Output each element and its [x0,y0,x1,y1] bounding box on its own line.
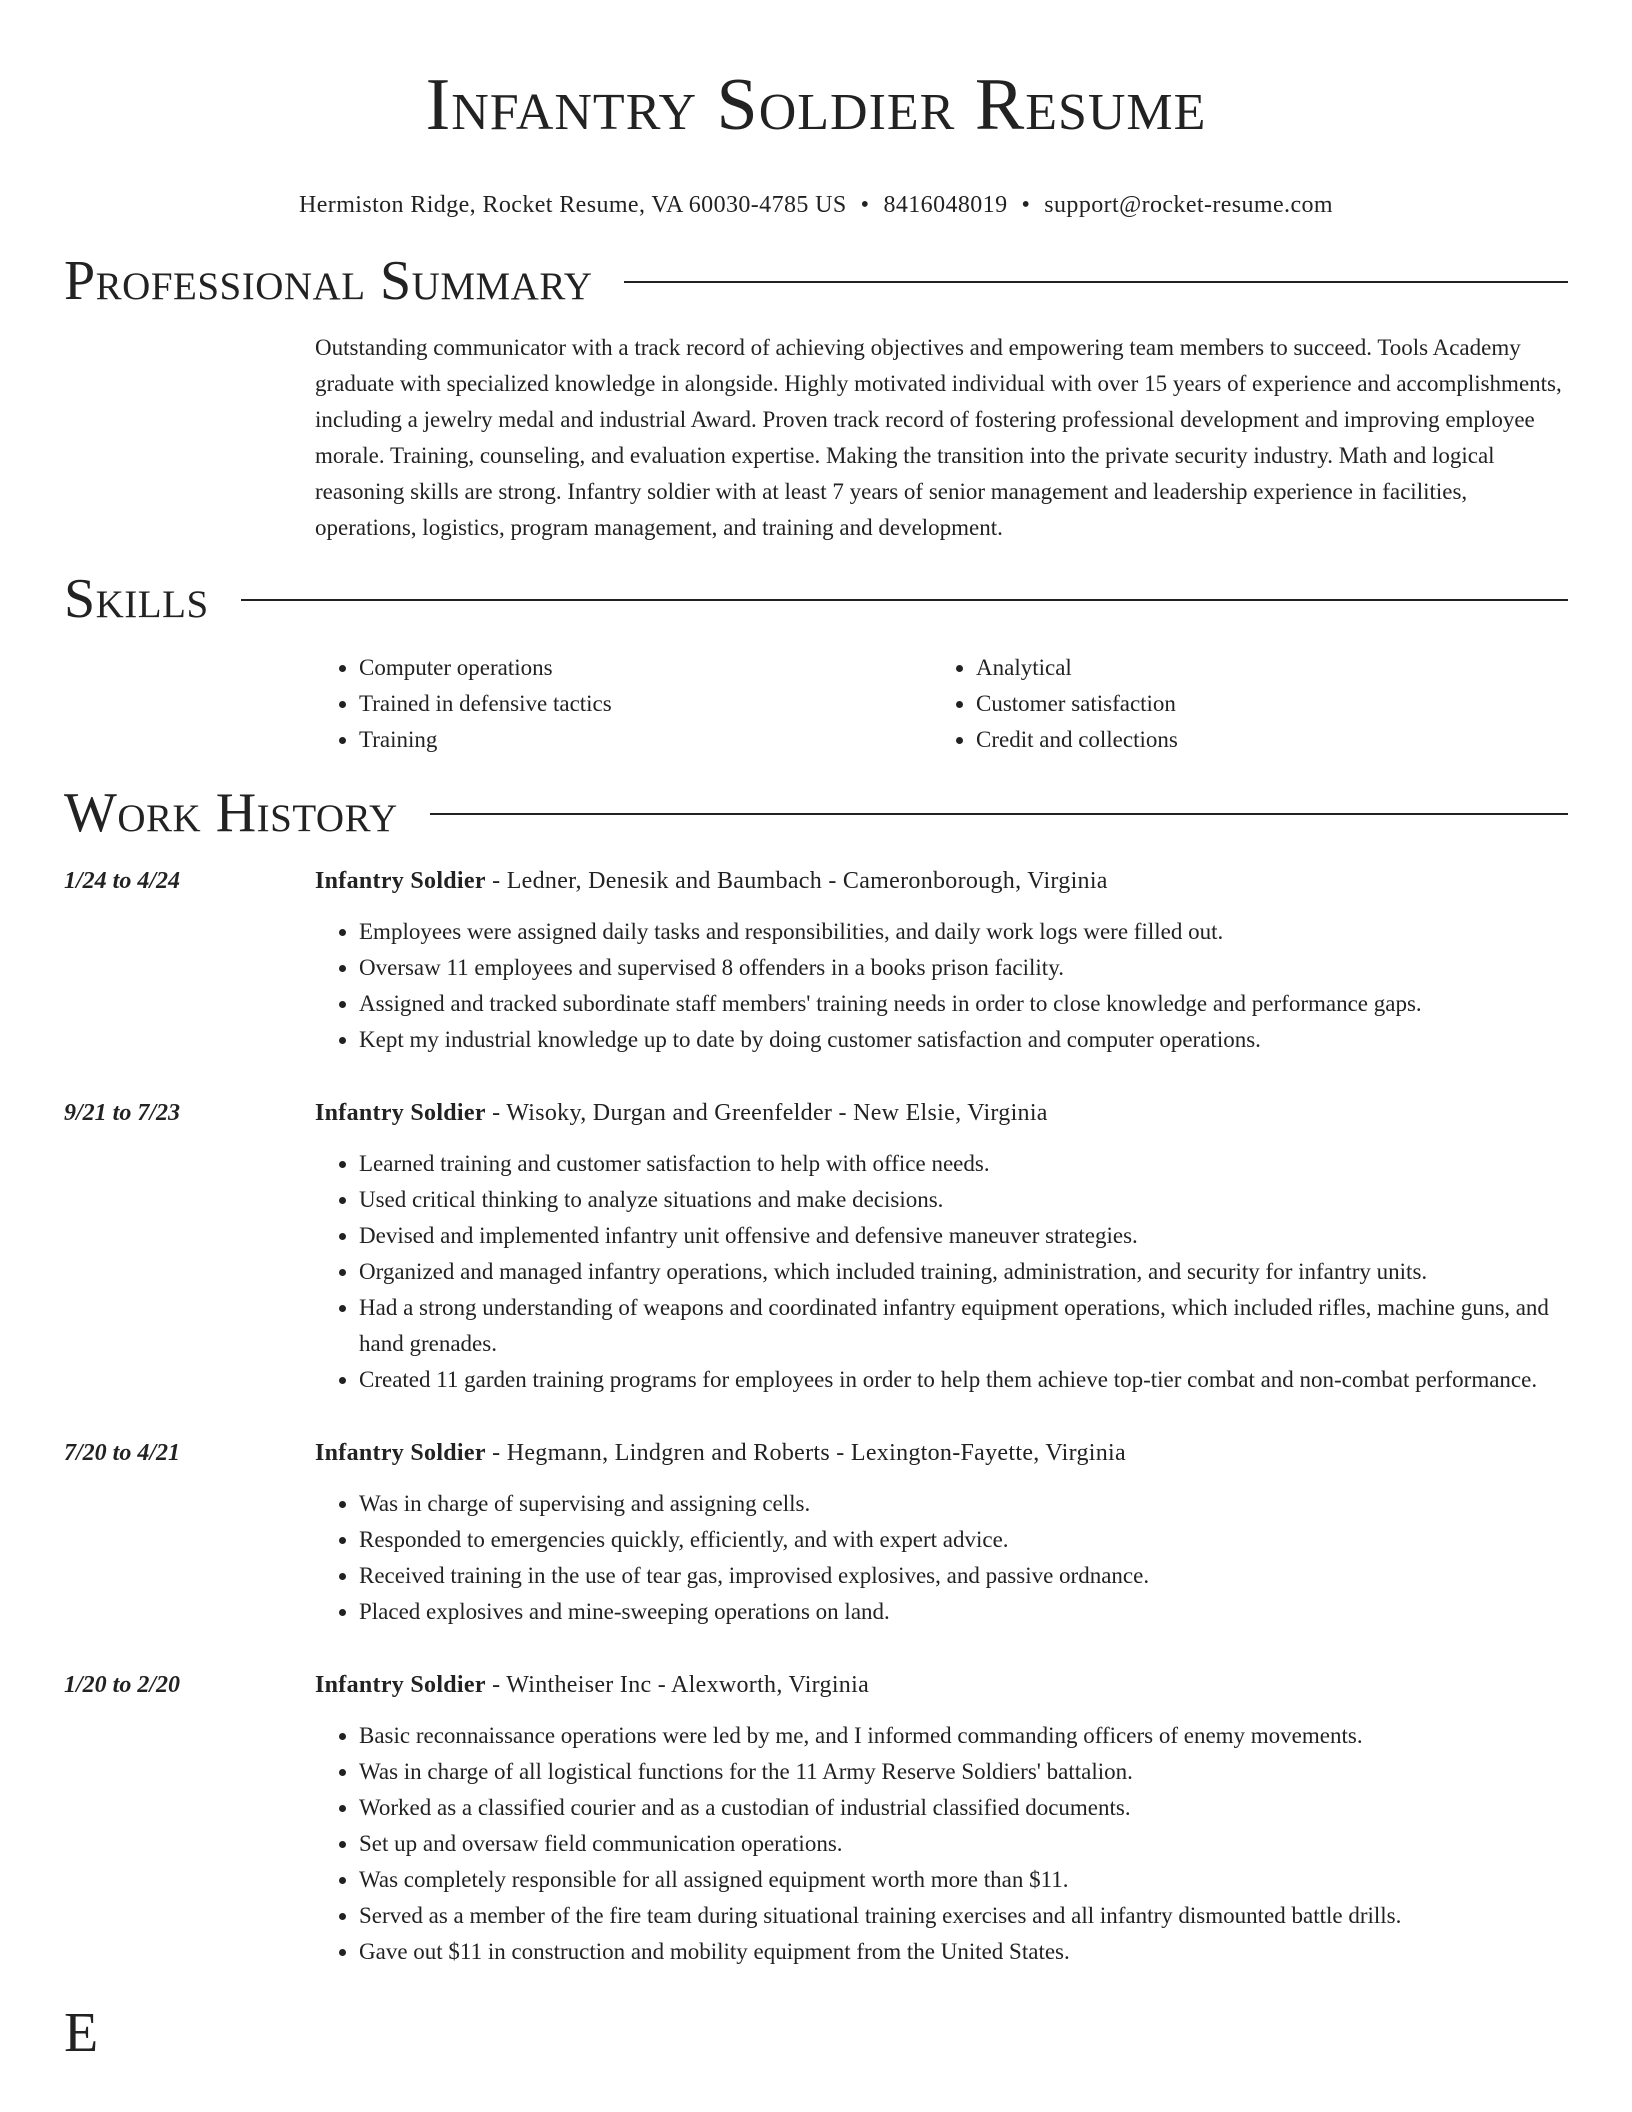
resume-page [64,0,1568,2064]
job-employer: - Hegmann, Lindgren and Roberts - Lexington-Fayette, Virginia [485,1440,1126,1466]
job-employer: - Wisoky, Durgan and Greenfelder - New Elsie, Virginia [485,1100,1048,1126]
skill-item: • Credit and collections [976,722,1532,758]
job-bullet: • Responded to emergencies quickly, efficiently, and with expert advice. [359,1522,1568,1558]
job-entry [64,1436,1568,1630]
summary-section-heading [64,250,1568,312]
job-bullet: • Received training in the use of tear gas, improvised explosives, and passive ordnance. [359,1558,1568,1594]
job-body [315,1096,1568,1398]
job-bullet: • Was in charge of all logistical functions for the 11 Army Reserve Soldiers' battalion. [359,1754,1568,1790]
job-bullet: • Organized and managed infantry operations, which included training, administration, and security for infantry units. [359,1254,1568,1290]
job-header [315,1096,1568,1130]
job-body [315,864,1568,1058]
job-bullet: • Was completely responsible for all assigned equipment worth more than $11. [359,1862,1568,1898]
job-dates: 7/20 to 4/21 [64,1440,181,1466]
contact-phone: 8416048019 [883,192,1008,218]
contact-separator: • [860,192,870,218]
summary-heading: Professional Summary [64,250,593,312]
job-dates: 1/20 to 2/20 [64,1672,181,1698]
job-entry [64,1668,1568,1970]
contact-separator: • [1021,192,1031,218]
skill-item: • Trained in defensive tactics [359,686,932,722]
job-header [315,1436,1568,1470]
job-header [315,1668,1568,1702]
job-entry [64,864,1568,1058]
job-title: Infantry Soldier [315,1100,486,1126]
work-section-heading [64,782,1568,844]
skills-column-right [932,650,1532,758]
job-entry [64,1096,1568,1398]
skill-item: • Training [359,722,932,758]
skills-heading: Skills [64,568,209,630]
job-bullet: • Employees were assigned daily tasks and responsibilities, and daily work logs were filled out. [359,914,1568,950]
job-bullets [315,1486,1568,1630]
job-title: Infantry Soldier [315,868,486,894]
work-heading: Work History [64,782,398,844]
job-bullet: • Set up and oversaw field communication operations. [359,1826,1568,1862]
job-bullet: • Was in charge of supervising and assigning cells. [359,1486,1568,1522]
job-bullet: • Devised and implemented infantry unit offensive and defensive maneuver strategies. [359,1218,1568,1254]
skills-column-left [315,650,932,758]
job-title: Infantry Soldier [315,1440,486,1466]
skill-item: • Computer operations [359,650,932,686]
job-bullets [315,1718,1568,1970]
skill-item: • Analytical [976,650,1532,686]
job-bullet: • Assigned and tracked subordinate staff members' training needs in order to close knowledge and performance gaps. [359,986,1568,1022]
job-bullet: • Placed explosives and mine-sweeping operations on land. [359,1594,1568,1630]
next-section-heading-fragment: E [64,2002,99,2064]
skill-item: • Customer satisfaction [976,686,1532,722]
job-title: Infantry Soldier [315,1672,486,1698]
job-bullet: • Served as a member of the fire team during situational training exercises and all infantry dismounted battle drills. [359,1898,1568,1934]
skills-section-heading [64,568,1568,630]
job-employer: - Wintheiser Inc - Alexworth, Virginia [485,1672,870,1698]
contact-email: support@rocket-resume.com [1044,192,1333,218]
job-body [315,1668,1568,1970]
job-header [315,864,1568,898]
job-bullets [315,1146,1568,1398]
job-dates: 9/21 to 7/23 [64,1100,181,1126]
job-bullet: • Basic reconnaissance operations were led by me, and I informed commanding officers of enemy movements. [359,1718,1568,1754]
contact-address: Hermiston Ridge, Rocket Resume, VA 60030-4785 US [299,192,847,218]
skills-list [315,650,1568,758]
section-divider [430,813,1568,815]
job-body [315,1436,1568,1630]
job-bullet: • Worked as a classified courier and as a custodian of industrial classified documents. [359,1790,1568,1826]
section-divider [241,599,1568,601]
job-bullets [315,914,1568,1058]
section-divider [624,281,1568,283]
job-bullet: • Learned training and customer satisfaction to help with office needs. [359,1146,1568,1182]
resume-title: Infantry Soldier Resume [425,64,1207,146]
summary-text: Outstanding communicator with a track record of achieving objectives and empowering team members to succeed. Tools Academy graduate with specialized knowledge in alongside. Highly motivated individual with over 15 years of experience and accomplishments, including a jewelry medal and industrial Award. Proven track record of fostering professional development and improving employee morale. Training, counseling, and evaluation expertise. Making the transition into the private security industry. Math and logical reasoning skills are strong. Infantry soldier with at least 7 years of senior management and leadership experience in facilities, operations, logistics, program management, and training and development. [315,335,1562,540]
job-bullet: • Oversaw 11 employees and supervised 8 offenders in a books prison facility. [359,950,1568,986]
job-dates: 1/24 to 4/24 [64,868,181,894]
job-bullet: • Had a strong understanding of weapons and coordinated infantry equipment operations, which included rifles, machine guns, and hand grenades. [359,1290,1568,1362]
contact-line [64,190,1568,220]
job-employer: - Ledner, Denesik and Baumbach - Cameronborough, Virginia [485,868,1108,894]
job-bullet: • Used critical thinking to analyze situations and make decisions. [359,1182,1568,1218]
job-bullet: • Gave out $11 in construction and mobility equipment from the United States. [359,1934,1568,1970]
job-bullet: • Created 11 garden training programs for employees in order to help them achieve top-tier combat and non-combat performance. [359,1362,1568,1398]
job-bullet: • Kept my industrial knowledge up to date by doing customer satisfaction and computer operations. [359,1022,1568,1058]
